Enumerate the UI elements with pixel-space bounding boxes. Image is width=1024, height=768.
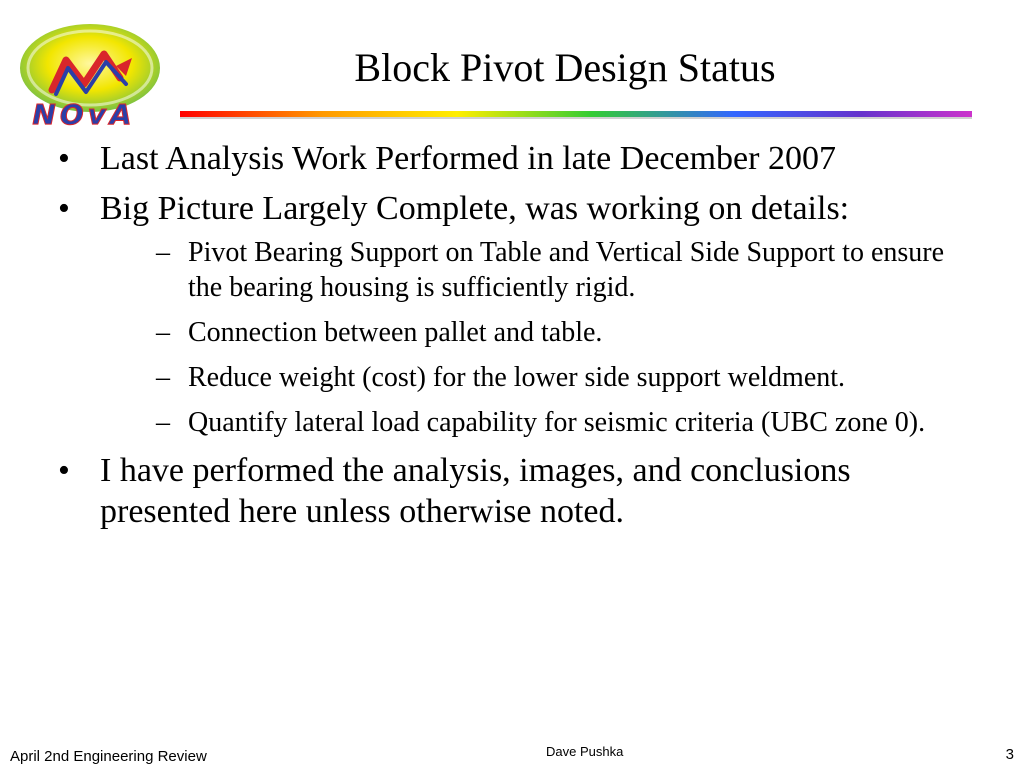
sub-bullet-item: [100, 315, 978, 350]
sub-bullet-text: Pivot Bearing Support on Table and Vertical Side Support to ensure the bearing housing is sufficiently rigid.: [188, 237, 945, 303]
sub-bullet-marker: –: [156, 237, 170, 268]
sub-bullet-text: Reduce weight (cost) for the lower side support weldment.: [188, 362, 846, 393]
title-underline-rainbow: [180, 111, 972, 119]
sub-bullet-item: [100, 235, 978, 305]
bullet-marker: •: [58, 452, 70, 489]
bullet-marker: •: [58, 140, 70, 177]
page-number: 3: [1005, 746, 1014, 763]
bullet-text: I have performed the analysis, images, and conclusions presented here unless otherwise noted.: [100, 452, 851, 530]
bullet-item: [58, 450, 978, 532]
bullet-marker: •: [58, 190, 70, 227]
sub-bullet-marker: –: [156, 317, 170, 348]
footer-author: Dave Pushka: [546, 744, 624, 759]
slide-title: Block Pivot Design Status: [354, 45, 776, 90]
bullet-text: Last Analysis Work Performed in late December 2007: [100, 140, 836, 177]
nova-logo: [4, 20, 164, 130]
sub-bullet-text: Quantify lateral load capability for seismic criteria (UBC zone 0).: [188, 407, 926, 438]
bullet-item: [58, 188, 978, 440]
sub-bullet-text: Connection between pallet and table.: [188, 317, 603, 348]
sub-bullet-item: [100, 360, 978, 395]
logo-wordmark: NOvA: [32, 98, 136, 130]
sub-bullet-item: [100, 405, 978, 440]
sub-bullet-marker: –: [156, 407, 170, 438]
bullet-text: Big Picture Largely Complete, was working on details:: [100, 190, 850, 227]
bullet-item: [58, 138, 978, 179]
sub-bullet-marker: –: [156, 362, 170, 393]
sub-bullet-list: [100, 235, 978, 440]
footer-event: April 2nd Engineering Review: [10, 748, 207, 765]
bullet-list: [58, 138, 978, 541]
